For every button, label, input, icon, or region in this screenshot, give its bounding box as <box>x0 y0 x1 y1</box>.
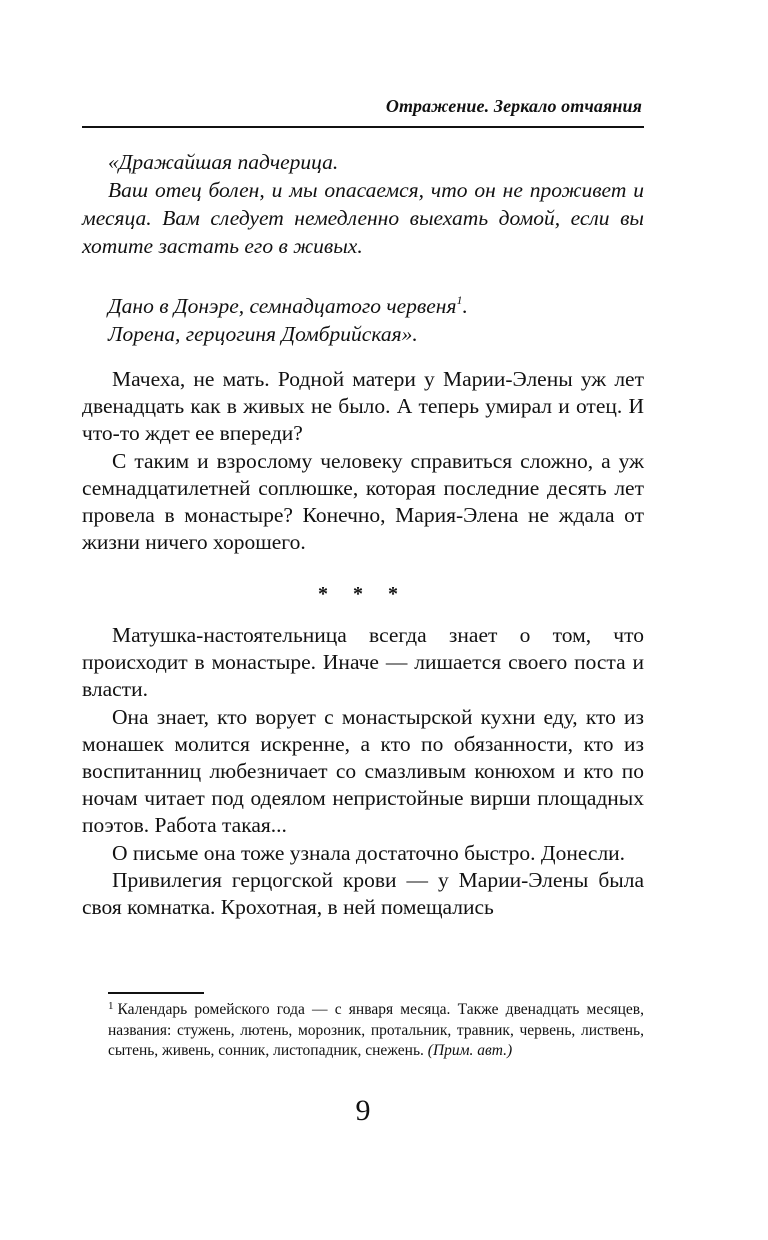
footnote-text: Календарь ромейского года — с января месяца. Также двенадцать месяцев, названия: стужень, лютень, морозник, протальник, травник, червень, листвень, сытень, живень, сонник, листопадник, снежень. <box>108 1001 644 1059</box>
paragraph: Матушка-настоятельница всегда знает о том, что происходит в монастыре. Иначе — лишается своего поста и власти. <box>82 623 644 702</box>
page-number: 9 <box>355 1094 371 1127</box>
letter-salutation: «Дражайшая падчерица. <box>108 150 339 174</box>
footnote-rule <box>108 992 204 994</box>
paragraph: С таким и взрослому человеку справиться сложно, а уж семнадцатилетней соплюшке, которая последние десять лет провела в монастыре? Конечно, Мария-Элена не ждала от жизни ничего хорошего. <box>82 448 644 555</box>
footnote-mark: 1 <box>108 1000 114 1012</box>
paragraph: Она знает, кто ворует с монастырской кухни еду, кто из монашек молится искренне, а кто по обязанности, кто из воспитанниц любезничает со смазливым конюхом и кто по ночам читает под одеялом непристойные вирши площадных поэтов. Работа такая... <box>82 704 644 838</box>
letter-date-text: Дано в Донэре, семнадцатого червеня <box>108 294 457 318</box>
paragraph: О письме она тоже узнала достаточно быстро. Донесли. <box>112 840 626 865</box>
letter-body: Ваш отец болен, и мы опасаемся, что он не проживет и месяца. Вам следует немедленно выехать домой, если вы хотите застать его в живых. <box>82 178 644 258</box>
section-separator: * * * <box>318 583 408 605</box>
running-title: Отражение. Зеркало отчаяния <box>385 96 642 116</box>
header-rule <box>82 126 644 128</box>
letter-closing <box>82 286 644 348</box>
body-before-separator <box>82 366 644 556</box>
footnote <box>108 996 644 1062</box>
letter-block <box>82 148 644 260</box>
letter-date-line: Дано в Донэре, семнадцатого червеня$^1$. <box>108 293 468 318</box>
letter-signature: Лорена, герцогиня Домбрийская». <box>108 322 418 346</box>
paragraph: Мачеха, не мать. Родной матери у Марии-Элены уж лет двенадцать как в живых не было. А теперь умирал и отец. И что-то ждет ее впереди? <box>82 367 644 446</box>
footnote-author-note: (Прим. авт.) <box>427 1042 513 1059</box>
paragraph: Привилегия герцогской крови — у Марии-Элены была своя комнатка. Крохотная, в ней помещались <box>82 867 644 920</box>
body-after-separator <box>82 622 644 921</box>
footnote-reference: 1 <box>456 293 463 307</box>
